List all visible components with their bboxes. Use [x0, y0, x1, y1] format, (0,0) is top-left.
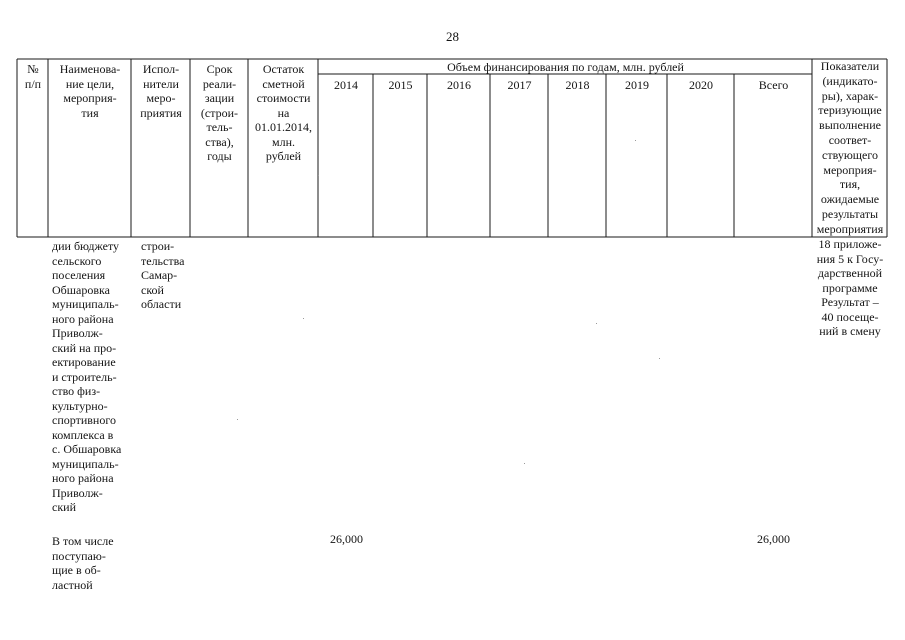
header-executors: Испол- нители меро- приятия	[140, 62, 182, 120]
header-total: Всего	[758, 78, 789, 92]
header-year-2018: 2018	[565, 78, 590, 92]
row-2-value-2014: 26,000	[330, 532, 363, 546]
row-1-indicators: 18 приложе- ния 5 к Госу- дарственной программе Результат – 40 посеще- ний в смену	[816, 237, 884, 338]
scan-speck	[303, 318, 304, 319]
header-year-2015: 2015	[388, 78, 413, 92]
header-term: Срок реали- зации (строи- тель- ства), годы	[200, 62, 239, 163]
row-2-value-total: 26,000	[757, 532, 790, 546]
header-num: № п/п	[24, 62, 42, 91]
scan-speck	[596, 323, 597, 324]
scan-speck	[237, 419, 238, 420]
header-year-2020: 2020	[689, 78, 713, 92]
row-1-name: дии бюджету сельского поселения Обшаровка муниципаль- ного района Приволж- ский на про- ектирование и строитель- ство физ- культурно- спортивного комплекса в с. Обшаровка муниципаль- ного района Приволж- ский	[52, 239, 122, 514]
header-year-2014: 2014	[334, 78, 358, 92]
header-year-2019: 2019	[625, 78, 649, 92]
header-name: Наименова- ние цели, мероприя- тия	[59, 62, 121, 120]
scan-speck	[635, 140, 636, 141]
header-year-2017: 2017	[507, 78, 532, 92]
header-financing: Объем финансирования по годам, млн. рублей	[447, 60, 684, 74]
header-year-2016: 2016	[447, 78, 471, 92]
scan-speck	[318, 175, 319, 176]
scan-speck	[524, 463, 525, 464]
header-remaining: Остаток сметной стоимости на 01.01.2014, млн. рублей	[255, 62, 312, 163]
row-2-name: В том числе поступаю- щие в об- ластной	[52, 534, 114, 592]
scan-speck	[659, 358, 660, 359]
header-indicators: Показатели (индикато- ры), харак- теризующие выполнение соответ- ствующего мероприя- тия, ожидаемые результаты мероприятия	[816, 59, 884, 236]
row-1-executor: строи- тельства Самар- ской области	[141, 239, 185, 311]
page-number: 28	[446, 29, 459, 44]
